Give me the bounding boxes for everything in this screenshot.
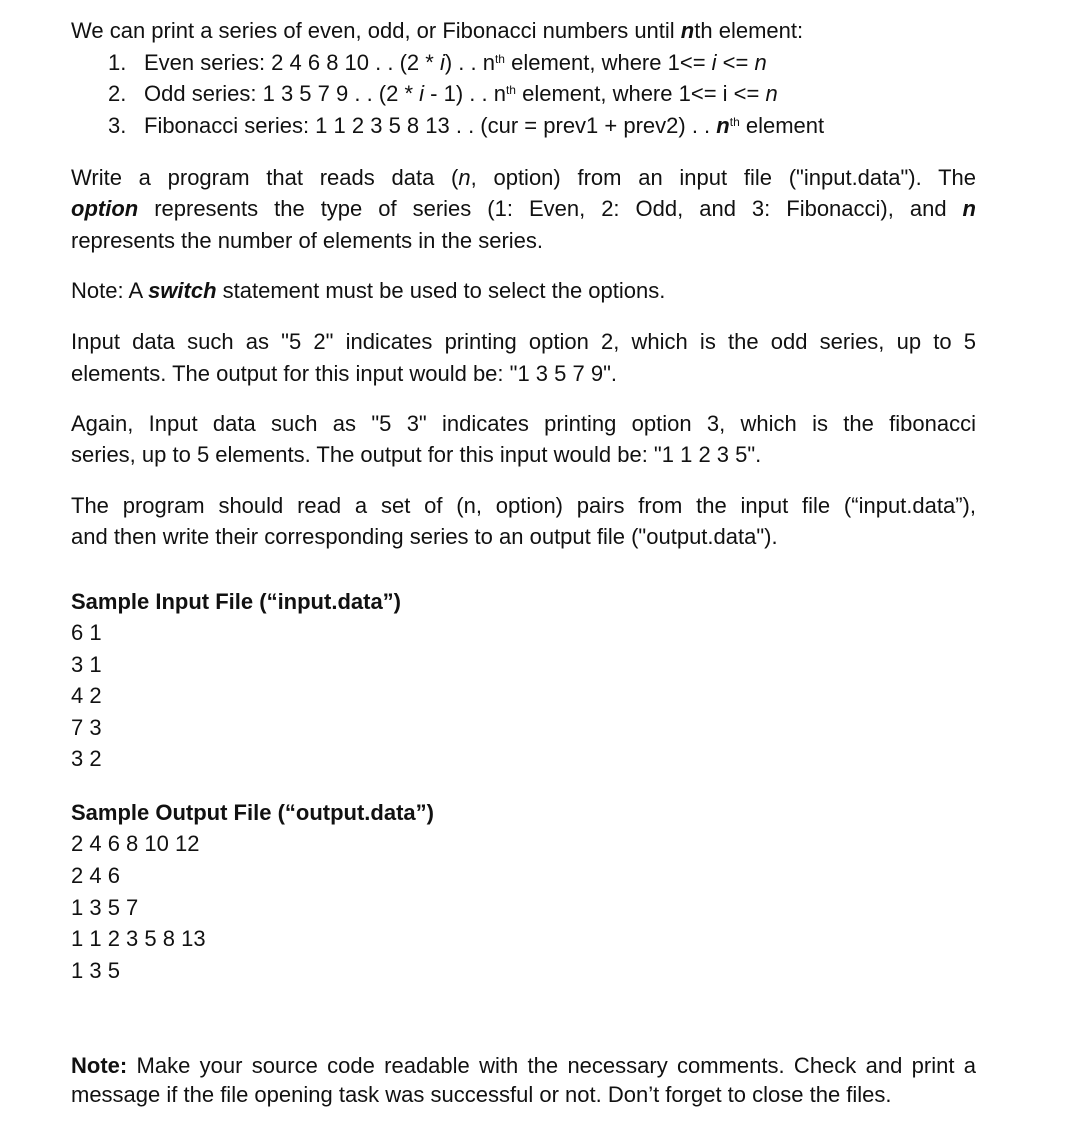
para-text: statement must be used to select the options. <box>216 278 666 303</box>
para-text: Write a program that reads data ( <box>71 165 459 190</box>
list-number: 3. <box>108 113 127 138</box>
sample-input-heading: Sample Input File (“input.data”) <box>71 589 401 614</box>
var-n: n <box>716 113 730 138</box>
list-text: Odd series: 1 3 5 7 9 . . (2 * <box>144 81 420 106</box>
io-line1: The program should read a set of (n, option) pairs from the input file (“input.data”), <box>71 493 976 518</box>
sample-output-row: 1 1 2 3 5 8 13 <box>71 926 206 951</box>
sample-input-row: 7 3 <box>71 715 102 740</box>
list-text: <= <box>716 50 755 75</box>
var-i: i <box>439 50 445 75</box>
option-keyword: option <box>71 196 139 221</box>
superscript: th <box>505 83 516 97</box>
note-label: Note: <box>71 1053 128 1078</box>
var-n: n <box>458 165 471 190</box>
para-text: represents the type of series (1: Even, 2: Odd, and 3: Fibonacci), and <box>138 196 963 221</box>
var-n: n <box>962 196 976 221</box>
sample-output-row: 2 4 6 8 10 12 <box>71 831 200 856</box>
para-text: , option) from an input file ("input.data"). The <box>470 165 976 190</box>
list-item-even <box>108 49 767 77</box>
list-text: element, where 1<= i <= <box>515 81 766 106</box>
program-para-line1 <box>71 164 976 192</box>
sample-output-row: 1 3 5 7 <box>71 895 139 920</box>
para-text: represents the number of elements in the series. <box>71 228 544 253</box>
var-n: n <box>754 50 767 75</box>
list-text: Fibonacci series: 1 1 2 3 5 8 13 . . (cur = prev1 + prev2) . . <box>144 113 717 138</box>
final-note-line1 <box>71 1052 976 1080</box>
sample-output-row: 2 4 6 <box>71 863 120 888</box>
list-number: 1. <box>108 50 127 75</box>
intro-text-tail: th element: <box>694 18 804 43</box>
list-item-odd <box>108 80 778 108</box>
list-text: ) . . n <box>444 50 495 75</box>
example2-line1: Again, Input data such as "5 3" indicates printing option 3, which is the fibonacci <box>71 411 976 436</box>
var-i: i <box>711 50 717 75</box>
intro-n-var: n <box>680 18 695 43</box>
io-line2: and then write their corresponding series to an output file ("output.data"). <box>71 524 778 549</box>
switch-keyword: switch <box>148 278 217 303</box>
note-switch <box>71 277 665 305</box>
intro-line <box>71 17 803 45</box>
example1-line2: elements. The output for this input would be: "1 3 5 7 9". <box>71 361 617 386</box>
example1-line1: Input data such as "5 2" indicates printing option 2, which is the odd series, up to 5 <box>71 329 976 354</box>
para-text: Make your source code readable with the necessary comments. Check and print a <box>127 1053 976 1078</box>
var-n: n <box>765 81 778 106</box>
list-text: Even series: 2 4 6 8 10 . . (2 * <box>144 50 440 75</box>
sample-input-row: 4 2 <box>71 683 102 708</box>
list-text: element <box>739 113 825 138</box>
para-text: Note: A <box>71 278 149 303</box>
example2-line2: series, up to 5 elements. The output for this input would be: "1 1 2 3 5". <box>71 442 762 467</box>
sample-input-row: 6 1 <box>71 620 102 645</box>
list-number: 2. <box>108 81 127 106</box>
list-item-fibonacci <box>108 112 824 140</box>
final-note-line2: message if the file opening task was successful or not. Don’t forget to close the files. <box>71 1082 892 1107</box>
superscript: th <box>729 115 740 129</box>
list-text: element, where 1<= <box>504 50 712 75</box>
program-para-line3 <box>71 227 543 255</box>
sample-input-row: 3 2 <box>71 746 102 771</box>
sample-output-row: 1 3 5 <box>71 958 120 983</box>
var-i: i <box>419 81 425 106</box>
program-para-line2 <box>71 195 976 223</box>
intro-text: We can print a series of even, odd, or Fibonacci numbers until <box>71 18 681 43</box>
superscript: th <box>494 52 505 66</box>
sample-output-heading: Sample Output File (“output.data”) <box>71 800 434 825</box>
list-text: - 1) . . n <box>424 81 506 106</box>
sample-input-row: 3 1 <box>71 652 102 677</box>
